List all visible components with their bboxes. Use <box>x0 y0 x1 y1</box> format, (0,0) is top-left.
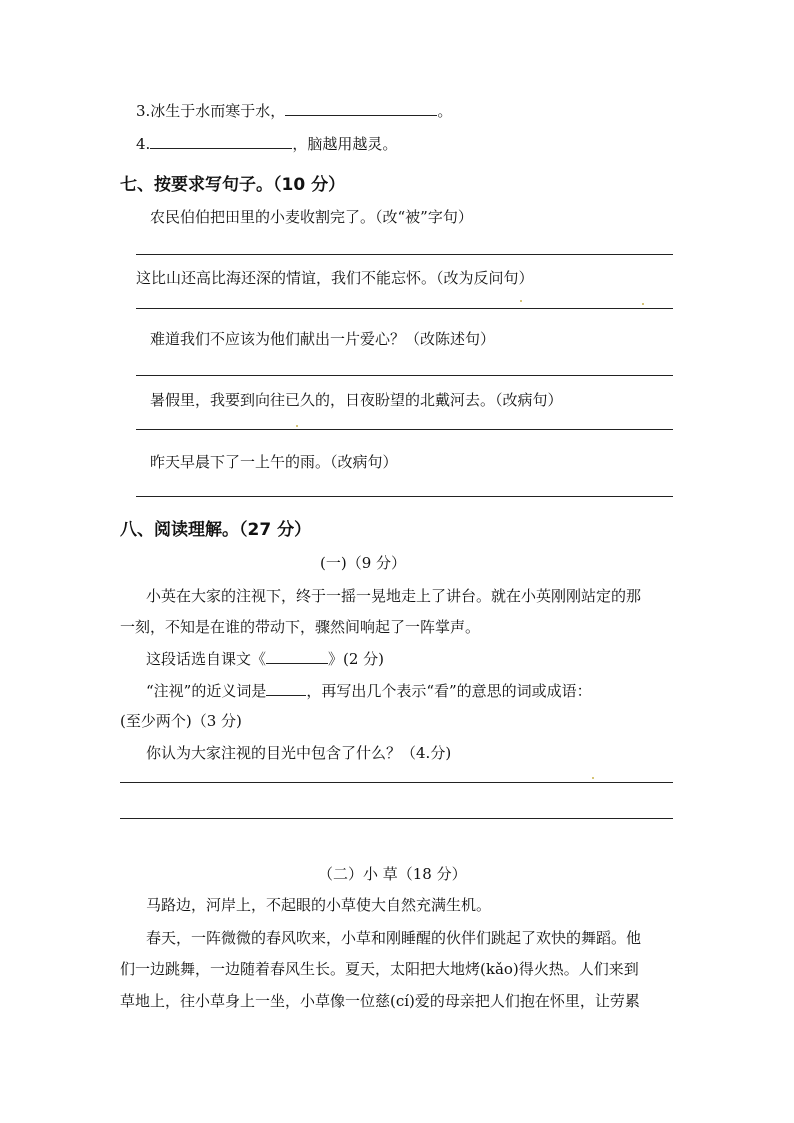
question-3: 你认为大家注视的目光中包含了什么？（4.分) <box>146 744 452 762</box>
answer-line[interactable] <box>120 818 673 819</box>
question-1-pre: 这段话选自课文《 <box>146 650 267 668</box>
question-2-note: (至少两个)（3 分) <box>120 712 242 730</box>
answer-line[interactable] <box>136 496 673 497</box>
answer-blank[interactable] <box>266 649 328 664</box>
fill-line-3-text: 3.冰生于水而寒于水， <box>136 102 286 120</box>
section-7-heading: 七、按要求写句子。（10 分） <box>120 175 346 195</box>
question-2 <box>146 680 592 701</box>
section-7-item: 这比山还高比海还深的情谊，我们不能忘怀。（改为反问句） <box>136 269 534 287</box>
reading-part-2-title: （二）小 草（18 分） <box>318 865 467 883</box>
section-7-item: 暑假里，我要到向往已久的，日夜盼望的北戴河去。（改病句） <box>150 391 563 409</box>
reading-part-1-title: (一)（9 分） <box>320 554 407 572</box>
fill-line-4-text: ，脑越用越灵。 <box>292 135 398 153</box>
question-2-post: ，再写出几个表示“看”的意思的词或成语： <box>306 682 592 700</box>
answer-line[interactable] <box>136 254 673 255</box>
print-speck <box>296 425 298 427</box>
question-1 <box>146 648 384 669</box>
question-1-post: 》(2 分) <box>328 650 385 668</box>
section-7-item: 昨天早晨下了一上午的雨。（改病句） <box>150 453 398 471</box>
print-speck <box>520 300 522 302</box>
fill-line-4 <box>136 133 397 154</box>
answer-blank[interactable] <box>150 134 292 149</box>
passage-line: 一刻，不知是在谁的带动下，骤然间响起了一阵掌声。 <box>120 618 481 636</box>
fill-line-3-end: 。 <box>437 102 453 120</box>
answer-blank[interactable] <box>266 681 306 696</box>
answer-line[interactable] <box>136 308 673 309</box>
answer-line[interactable] <box>136 429 673 430</box>
passage-line: 春天，一阵微微的春风吹来，小草和刚睡醒的伙伴们跳起了欢快的舞蹈。他 <box>146 929 642 947</box>
question-2-pre: “注视”的近义词是 <box>146 682 267 700</box>
section-7-item: 农民伯伯把田里的小麦收割完了。（改“被”字句） <box>150 208 473 226</box>
section-7-item: 难道我们不应该为他们献出一片爱心？（改陈述句） <box>150 330 496 348</box>
answer-blank[interactable] <box>285 101 437 116</box>
passage-line: 马路边，河岸上，不起眼的小草使大自然充满生机。 <box>146 896 492 914</box>
passage-line: 们一边跳舞，一边随着春风生长。夏天，太阳把大地烤(kǎo)得火热。人们来到 <box>120 960 639 978</box>
passage-line: 小英在大家的注视下，终于一摇一晃地走上了讲台。就在小英刚刚站定的那 <box>146 587 642 605</box>
print-speck <box>642 303 644 305</box>
section-8-heading: 八、阅读理解。（27 分） <box>120 520 312 540</box>
fill-line-3 <box>136 100 452 121</box>
answer-line[interactable] <box>120 782 673 783</box>
answer-line[interactable] <box>136 375 673 376</box>
passage-line: 草地上，往小草身上一坐，小草像一位慈(cí)爱的母亲把人们抱在怀里，让劳累 <box>120 992 640 1010</box>
print-speck <box>592 777 594 779</box>
fill-line-4-num: 4. <box>136 135 151 153</box>
